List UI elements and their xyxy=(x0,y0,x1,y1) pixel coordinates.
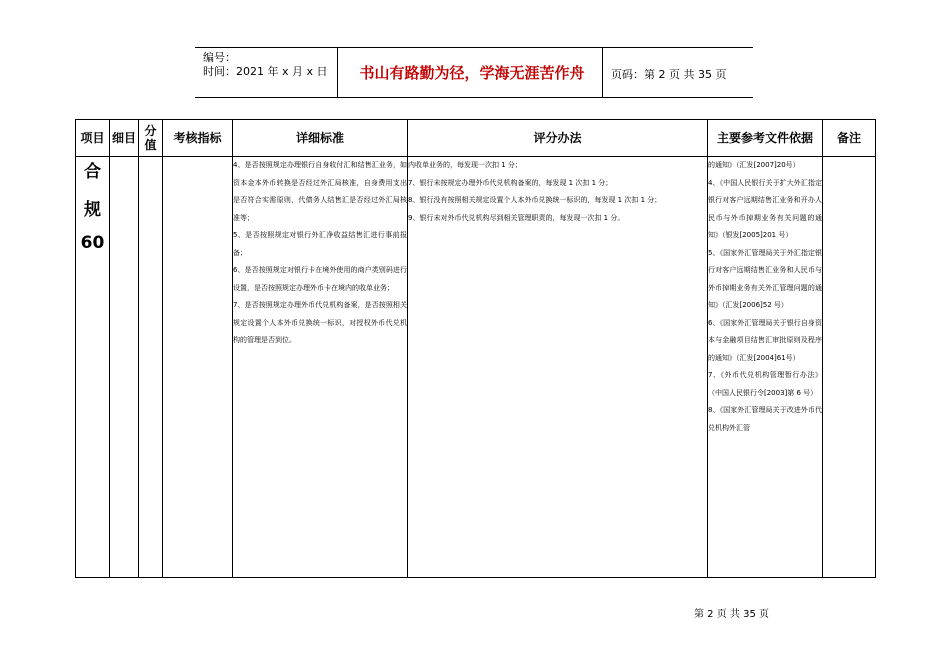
scoring-item: 7、银行未按规定办理外币代兑机构备案的，每发现 1 次扣 1 分； xyxy=(408,178,613,187)
references-cell xyxy=(708,157,823,578)
detail-item: 4、是否按照规定办理银行自身收付汇和结售汇业务，如资本金本外币转换是否经过外汇局核准，自身费用支出是否符合实需原则，代债务人结售汇是否经过外汇局核准等； xyxy=(233,161,407,222)
scoring-method-cell xyxy=(408,157,708,578)
score-cell xyxy=(139,157,163,578)
header-time-label: 时间：2021 年 x 月 x 日 xyxy=(203,65,328,78)
reference-item: 6、《国家外汇管理局关于银行自身资本与金融项目结售汇审批原则及程序的通知》（汇发[2004]61号） xyxy=(708,318,822,362)
category-char-2: 规 xyxy=(84,200,101,220)
col-header-indicator: 考核指标 xyxy=(163,120,233,157)
header-top-rule xyxy=(195,47,753,48)
header-meta xyxy=(203,51,328,79)
category-cell xyxy=(76,157,110,578)
header-motto: 书山有路勤为径，学海无涯苦作舟 xyxy=(359,64,585,82)
col-header-score: 分值 xyxy=(139,120,163,157)
page-header xyxy=(195,47,753,98)
col-header-detail-standard: 详细标准 xyxy=(233,120,408,157)
col-header-references: 主要参考文件依据 xyxy=(708,120,823,157)
header-page-code: 页码：第 2 页 共 35 页 xyxy=(611,68,727,81)
detail-item: 7、是否按照规定办理外币代兑机构备案，是否按照相关规定设置个人本外币兑换统一标识，对授权外币代兑机构的管理是否到位。 xyxy=(233,301,407,344)
reference-item: 8、《国家外汇管理局关于改进外币代兑机构外汇管 xyxy=(708,406,822,432)
reference-item: 7、《外币代兑机构管理暂行办法》（中国人民银行令[2003]第 6 号） xyxy=(708,371,822,397)
reference-item: 5、《国家外汇管理局关于外汇指定银行对客户远期结售汇业务和人民币与外币掉期业务有关外汇管理问题的通知》（汇发[2006]52 号） xyxy=(708,248,822,309)
assessment-table xyxy=(75,119,876,578)
table-header-row xyxy=(76,120,876,157)
remarks-cell xyxy=(823,157,876,578)
col-header-remarks: 备注 xyxy=(823,120,876,157)
col-header-item: 项目 xyxy=(76,120,110,157)
scoring-item: 内收单业务的，每发现一次扣 1 分； xyxy=(408,161,522,169)
subitem-cell xyxy=(110,157,139,578)
page-footer: 第 2 页 共 35 页 xyxy=(694,609,769,620)
table-row xyxy=(76,157,876,578)
detail-item: 6、是否按照规定对银行卡在境外使用的商户类别码进行设置，是否按照规定办理外币卡在境内的收单业务； xyxy=(233,266,407,292)
category-char-1: 合 xyxy=(84,162,101,182)
col-header-scoring-method: 评分办法 xyxy=(408,120,708,157)
reference-item: 的通知》（汇发[2007]20号） xyxy=(708,161,800,169)
reference-item: 4、《中国人民银行关于扩大外汇指定银行对客户远期结售汇业务和开办人民币与外币掉期业务有关问题的通知》（银发[2005]201 号） xyxy=(708,178,822,239)
scoring-item: 8、银行没有按照相关规定设置个人本外币兑换统一标识的，每发现 1 次扣 1 分； xyxy=(408,196,662,204)
header-divider-left xyxy=(337,47,338,98)
indicator-cell xyxy=(163,157,233,578)
detail-standard-cell xyxy=(233,157,408,578)
scoring-item: 9、银行未对外币代兑机构尽到相关管理职责的，每发现一次扣 1 分。 xyxy=(408,213,625,222)
col-header-subitem: 细目 xyxy=(110,120,139,157)
header-bottom-rule xyxy=(195,97,753,98)
detail-item: 5、是否按照规定对银行外汇净收益结售汇进行事前报备； xyxy=(233,231,407,257)
category-score: 60 xyxy=(80,233,105,253)
header-number-label: 编号： xyxy=(203,51,236,64)
